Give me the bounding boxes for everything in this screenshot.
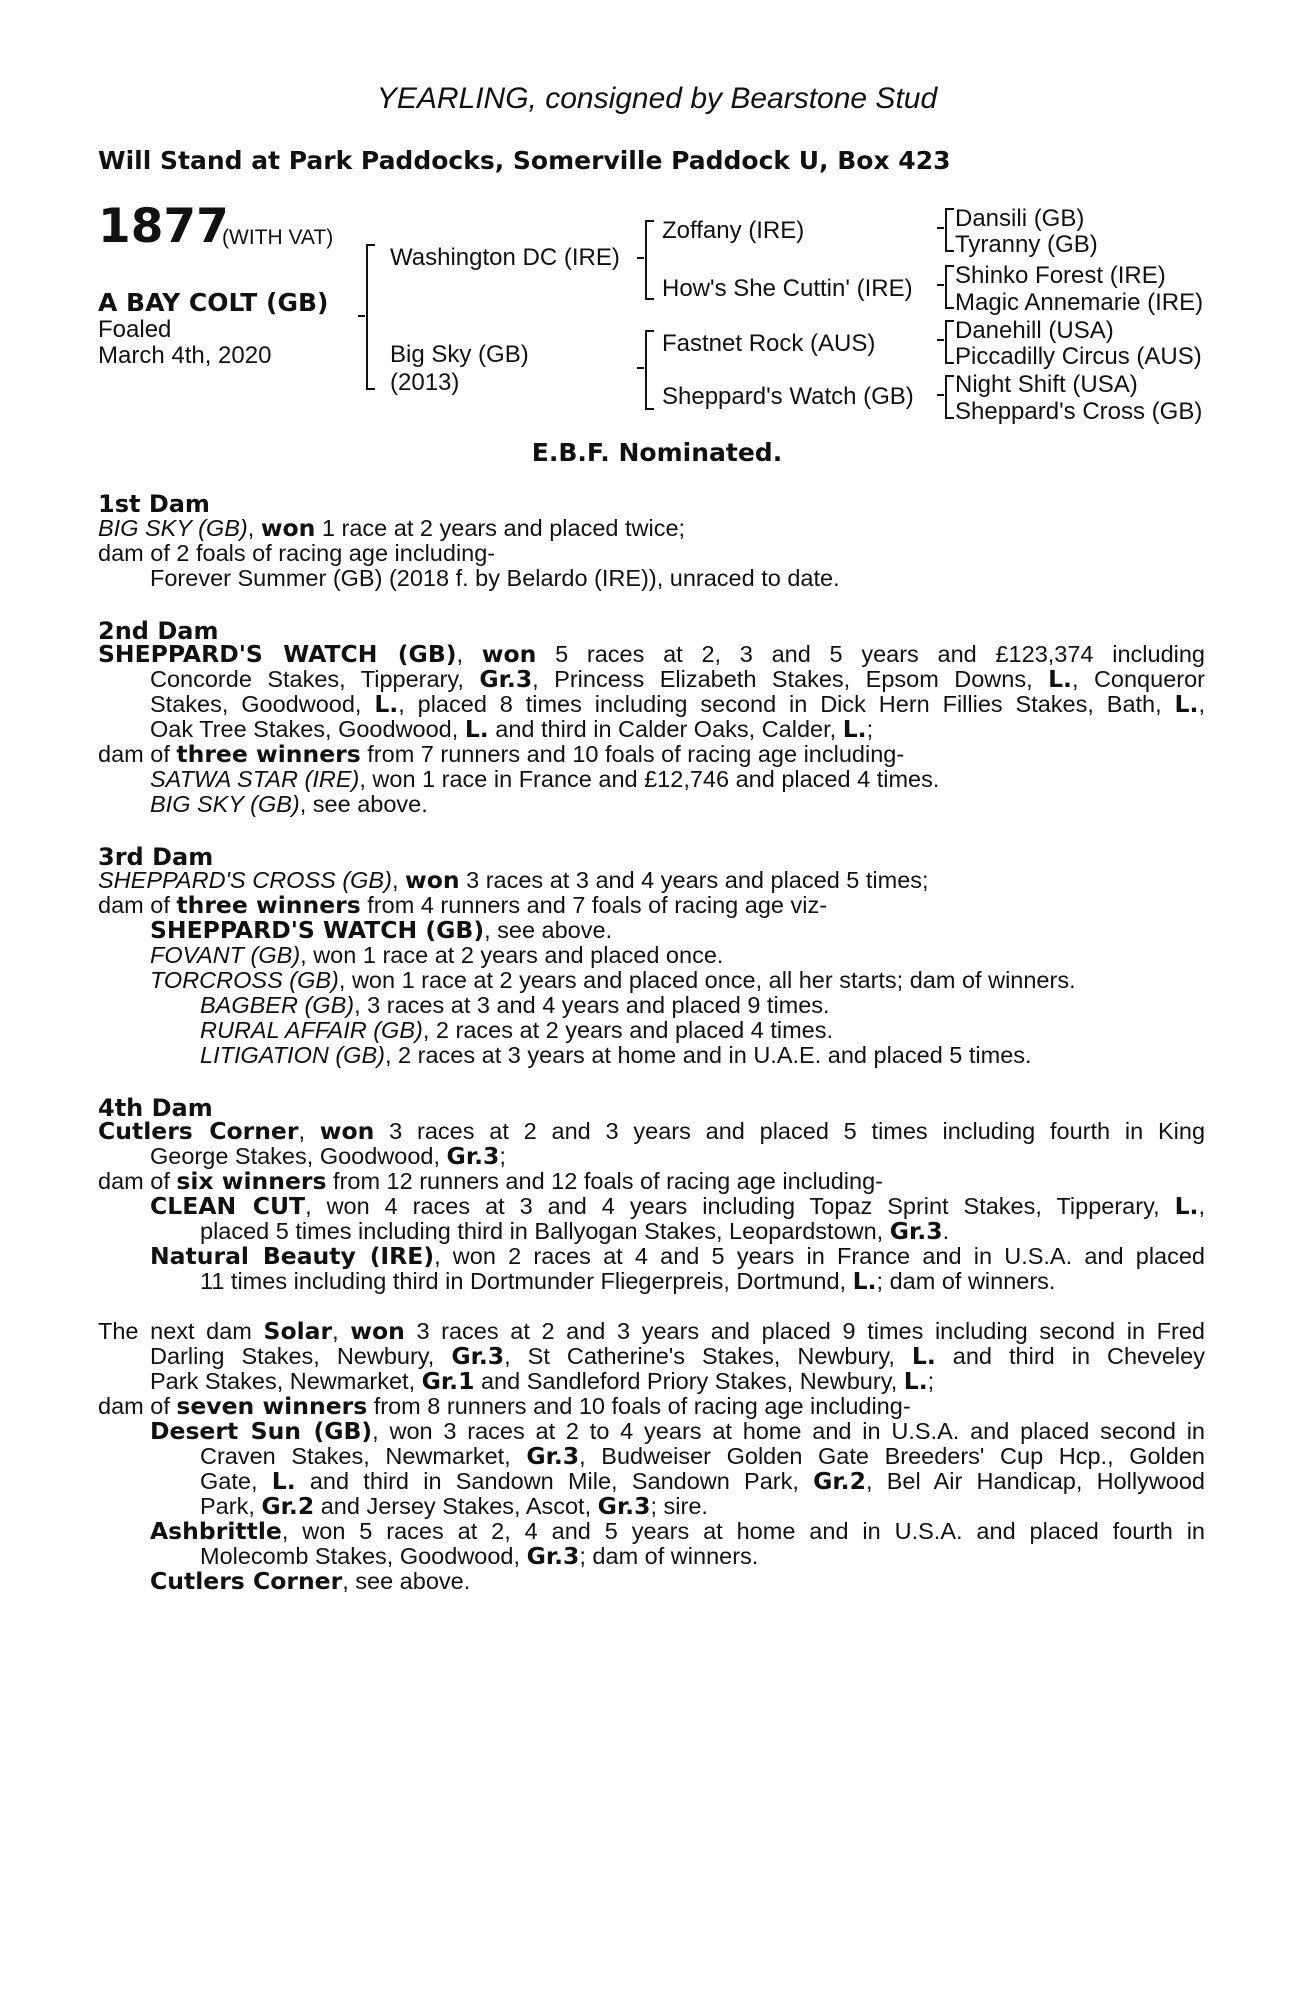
dam2-line: dam of three winners from 7 runners and 10 foals of racing age including-	[98, 740, 905, 768]
dam4-produce: 11 times including third in Dortmunder Fliegerpreis, Dortmund, L.; dam of winners.	[200, 1267, 1056, 1295]
dam4-line: Cutlers Corner, won 3 races at 2 and 3 years and placed 5 times including fourth in King	[98, 1117, 1206, 1145]
dam3-produce: FOVANT (GB), won 1 race at 2 years and placed once.	[150, 942, 724, 968]
pedigree-dam-dam: Sheppard's Watch (GB)	[662, 383, 914, 410]
nextdam-line: Darling Stakes, Newbury, Gr.3, St Catherine's Stakes, Newbury, L. and third in Cheveley	[150, 1342, 1205, 1370]
lot-description: A BAY COLT (GB)	[98, 288, 329, 317]
dam4-line: dam of six winners from 12 runners and 12 foals of racing age including-	[98, 1167, 883, 1195]
nextdam-produce: Molecomb Stakes, Goodwood, Gr.3; dam of winners.	[200, 1542, 759, 1570]
dam1-line: dam of 2 foals of racing age including-	[98, 540, 496, 566]
dam1-heading: 1st Dam	[98, 490, 210, 518]
pedigree-sire-sire: Zoffany (IRE)	[662, 217, 805, 244]
dam4-line: George Stakes, Goodwood, Gr.3;	[150, 1142, 506, 1170]
dam3-produce: SHEPPARD'S WATCH (GB), see above.	[150, 916, 613, 944]
dam2-produce: SATWA STAR (IRE), won 1 race in France and £12,746 and placed 4 times.	[150, 766, 940, 792]
nextdam-line: dam of seven winners from 8 runners and 10 foals of racing age including-	[98, 1392, 911, 1420]
dam2-heading: 2nd Dam	[98, 617, 219, 645]
nextdam-line: The next dam Solar, won 3 races at 2 and 3 years and placed 9 times including second in Fred	[98, 1317, 1205, 1345]
pedigree-g7: Night Shift (USA)	[955, 371, 1138, 398]
vat-note: (WITH VAT)	[222, 226, 334, 249]
nextdam-produce: Desert Sun (GB), won 3 races at 2 to 4 years at home and in U.S.A. and placed second in	[150, 1417, 1206, 1445]
nextdam-line: Park Stakes, Newmarket, Gr.1 and Sandleford Priory Stakes, Newbury, L.;	[150, 1367, 935, 1395]
dam3-line: dam of three winners from 4 runners and 7 foals of racing age viz-	[98, 891, 828, 919]
dam3-grandproduce: RURAL AFFAIR (GB), 2 races at 2 years and placed 4 times.	[200, 1017, 834, 1043]
pedigree-g3: Shinko Forest (IRE)	[955, 262, 1166, 289]
foaled-label: Foaled	[98, 316, 172, 343]
nextdam-produce: Ashbrittle, won 5 races at 2, 4 and 5 years at home and in U.S.A. and placed fourth in	[150, 1517, 1205, 1545]
ebf-note: E.B.F. Nominated.	[531, 438, 783, 467]
pedigree-sire-dam: How's She Cuttin' (IRE)	[662, 275, 913, 302]
pedigree-dam: Big Sky (GB)	[390, 341, 529, 368]
dam1-produce: Forever Summer (GB) (2018 f. by Belardo (IRE)), unraced to date.	[150, 565, 840, 591]
dam3-heading: 3rd Dam	[98, 843, 214, 871]
nextdam-produce: Park, Gr.2 and Jersey Stakes, Ascot, Gr.3; sire.	[200, 1492, 708, 1520]
nextdam-produce: Craven Stakes, Newmarket, Gr.3, Budweiser Golden Gate Breeders' Cup Hcp., Golden	[200, 1442, 1205, 1470]
dam3-produce: TORCROSS (GB), won 1 race at 2 years and placed once, all her starts; dam of winners.	[150, 967, 1076, 993]
pedigree-brace	[366, 244, 375, 390]
lot-number: 1877	[98, 199, 229, 254]
nextdam-produce: Gate, L. and third in Sandown Mile, Sandown Park, Gr.2, Bel Air Handicap, Hollywood	[200, 1467, 1206, 1495]
pedigree-g2: Tyranny (GB)	[955, 231, 1098, 258]
dam4-heading: 4th Dam	[98, 1094, 213, 1122]
dam2-line: Concorde Stakes, Tipperary, Gr.3, Princess Elizabeth Stakes, Epsom Downs, L., Conqueror	[150, 665, 1205, 693]
pedigree-dam-year: (2013)	[390, 369, 460, 396]
pedigree-g5: Danehill (USA)	[955, 317, 1114, 344]
page-title: YEARLING, consigned by Bearstone Stud	[376, 82, 938, 115]
dam2-produce: BIG SKY (GB), see above.	[150, 791, 428, 817]
dam3-grandproduce: LITIGATION (GB), 2 races at 3 years at home and in U.A.E. and placed 5 times.	[200, 1042, 1032, 1068]
pedigree-g8: Sheppard's Cross (GB)	[955, 398, 1203, 425]
pedigree-brace	[645, 330, 654, 410]
pedigree-dam-sire: Fastnet Rock (AUS)	[662, 330, 876, 357]
foaled-date: March 4th, 2020	[98, 342, 272, 369]
dam1-line: BIG SKY (GB), won 1 race at 2 years and placed twice;	[98, 514, 686, 542]
dam2-line: Oak Tree Stakes, Goodwood, L. and third in Calder Oaks, Calder, L.;	[150, 715, 874, 743]
dam2-line: SHEPPARD'S WATCH (GB), won 5 races at 2, 3 and 5 years and £123,374 including	[98, 640, 1206, 668]
stand-location: Will Stand at Park Paddocks, Somerville Paddock U, Box 423	[98, 146, 951, 175]
dam2-line: Stakes, Goodwood, L., placed 8 times including second in Dick Hern Fillies Stakes, Bath, L.,	[150, 690, 1205, 718]
pedigree-g1: Dansili (GB)	[955, 205, 1085, 232]
pedigree-sire: Washington DC (IRE)	[390, 244, 620, 271]
dam4-produce: Natural Beauty (IRE), won 2 races at 4 and 5 years in France and in U.S.A. and placed	[150, 1242, 1205, 1270]
pedigree-g6: Piccadilly Circus (AUS)	[955, 343, 1202, 370]
dam3-line: SHEPPARD'S CROSS (GB), won 3 races at 3 and 4 years and placed 5 times;	[98, 866, 929, 894]
dam4-produce: CLEAN CUT, won 4 races at 3 and 4 years including Topaz Sprint Stakes, Tipperary, L.,	[150, 1192, 1205, 1220]
pedigree-brace	[645, 220, 654, 300]
pedigree-g4: Magic Annemarie (IRE)	[955, 289, 1204, 316]
dam3-grandproduce: BAGBER (GB), 3 races at 3 and 4 years and placed 9 times.	[200, 992, 830, 1018]
dam4-produce: placed 5 times including third in Ballyogan Stakes, Leopardstown, Gr.3.	[200, 1217, 950, 1245]
nextdam-produce: Cutlers Corner, see above.	[150, 1567, 471, 1595]
